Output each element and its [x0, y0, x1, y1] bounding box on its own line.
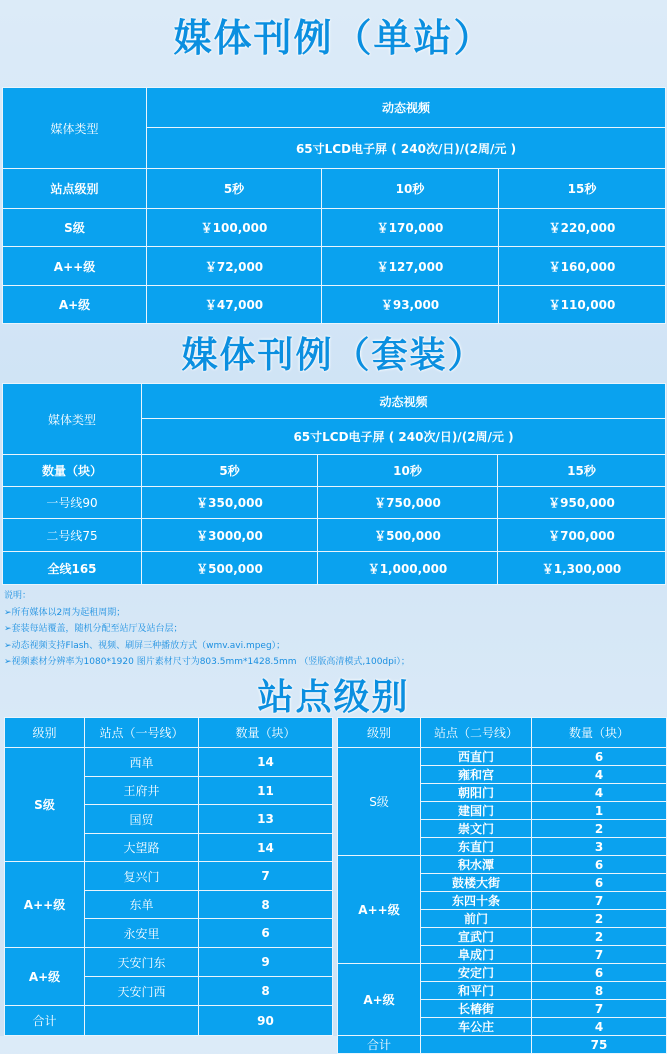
line1-header-station: 站点（一号线） [85, 718, 199, 748]
price-cell: ￥500,000 [142, 552, 318, 585]
station-qty: 7 [199, 862, 333, 891]
line2-level-table [337, 717, 667, 1054]
total-qty: 75 [532, 1036, 667, 1054]
package-duration-5s: 5秒 [142, 455, 318, 487]
note-item: ➢所有媒体以2周为起租周期； [4, 607, 126, 618]
single-title: 媒体刊例（单站） [173, 16, 494, 60]
station-name: 大望路 [85, 834, 199, 862]
level-cell: A++级 [338, 856, 421, 964]
line2-header-level: 级别 [338, 718, 421, 748]
table-row [3, 247, 666, 286]
station-qty: 9 [199, 948, 333, 977]
station-qty: 6 [532, 856, 667, 874]
station-name: 永安里 [85, 919, 199, 948]
station-qty: 8 [199, 977, 333, 1006]
row-name: 二号线75 [3, 519, 142, 552]
station-name: 天安门东 [85, 948, 199, 977]
price-cell: ￥100,000 [147, 209, 322, 247]
levels-title: 站点级别 [257, 677, 410, 718]
single-duration-15s: 15秒 [499, 169, 666, 209]
total-row [338, 1036, 667, 1054]
price-cell: ￥110,000 [499, 286, 666, 324]
total-row [5, 1006, 333, 1036]
single-level-header: 站点级别 [3, 169, 147, 209]
price-cell: ￥72,000 [147, 247, 322, 286]
level-cell: S级 [338, 748, 421, 856]
station-name: 建国门 [421, 802, 532, 820]
total-label: 合计 [338, 1036, 421, 1054]
price-cell: ￥700,000 [498, 519, 666, 552]
total-label: 合计 [5, 1006, 85, 1036]
single-media-category: 动态视频 [147, 88, 666, 128]
table-row [338, 856, 667, 874]
level-cell: A+级 [5, 948, 85, 1006]
price-cell: ￥500,000 [318, 519, 498, 552]
total-empty [85, 1006, 199, 1036]
station-qty: 2 [532, 928, 667, 946]
station-name: 雍和宫 [421, 766, 532, 784]
total-qty: 90 [199, 1006, 333, 1036]
line2-header-qty: 数量（块） [532, 718, 667, 748]
package-screen-desc: 65寸LCD电子屏 ( 240次/日)/(2周/元 ) [142, 419, 666, 455]
table-row [5, 862, 333, 891]
station-name: 前门 [421, 910, 532, 928]
line1-header-qty: 数量（块） [199, 718, 333, 748]
station-qty: 1 [532, 802, 667, 820]
package-title: 媒体刊例（套装） [181, 335, 486, 376]
price-cell: ￥170,000 [322, 209, 499, 247]
station-name: 长椿街 [421, 1000, 532, 1018]
table-row [3, 286, 666, 324]
station-qty: 7 [532, 946, 667, 964]
table-row [338, 748, 667, 766]
station-qty: 7 [532, 892, 667, 910]
station-name: 东单 [85, 891, 199, 919]
station-qty: 11 [199, 777, 333, 805]
station-name: 天安门西 [85, 977, 199, 1006]
row-name: 一号线90 [3, 487, 142, 519]
line2-header-station: 站点（二号线） [421, 718, 532, 748]
station-name: 崇文门 [421, 820, 532, 838]
total-empty [421, 1036, 532, 1054]
station-qty: 3 [532, 838, 667, 856]
station-name: 西单 [85, 748, 199, 777]
notes [4, 588, 664, 671]
table-row [338, 964, 667, 982]
table-row [3, 519, 666, 552]
level-cell: A++级 [5, 862, 85, 948]
price-cell: ￥220,000 [499, 209, 666, 247]
station-name: 鼓楼大街 [421, 874, 532, 892]
station-name: 阜成门 [421, 946, 532, 964]
note-item: ➢动态视频支持Flash、视频、刷屏三种播放方式（wmv.avi.mpeg）； [4, 640, 286, 651]
station-qty: 6 [532, 874, 667, 892]
price-cell: ￥160,000 [499, 247, 666, 286]
station-name: 东四十条 [421, 892, 532, 910]
single-duration-10s: 10秒 [322, 169, 499, 209]
price-cell: ￥1,000,000 [318, 552, 498, 585]
station-qty: 14 [199, 834, 333, 862]
station-name: 国贸 [85, 805, 199, 834]
single-duration-5s: 5秒 [147, 169, 322, 209]
station-name: 朝阳门 [421, 784, 532, 802]
notes-heading: 说明： [4, 591, 32, 601]
station-name: 和平门 [421, 982, 532, 1000]
package-duration-15s: 15秒 [498, 455, 666, 487]
station-name: 西直门 [421, 748, 532, 766]
line1-header-level: 级别 [5, 718, 85, 748]
single-rate-table [2, 87, 666, 324]
station-name: 王府井 [85, 777, 199, 805]
station-name: 积水潭 [421, 856, 532, 874]
station-qty: 13 [199, 805, 333, 834]
station-qty: 2 [532, 820, 667, 838]
note-item: ➢视频素材分辨率为1080*1920 图片素材尺寸为803.5mm*1428.5mm （竖版高清模式,100dpi）； [4, 657, 410, 667]
row-name: A+级 [3, 286, 147, 324]
table-row [3, 487, 666, 519]
package-qty-header: 数量（块） [3, 455, 142, 487]
station-qty: 4 [532, 1018, 667, 1036]
station-qty: 14 [199, 748, 333, 777]
station-qty: 8 [199, 891, 333, 919]
single-screen-desc: 65寸LCD电子屏 ( 240次/日)/(2周/元 ) [147, 128, 666, 169]
station-name: 复兴门 [85, 862, 199, 891]
package-duration-10s: 10秒 [318, 455, 498, 487]
station-name: 宣武门 [421, 928, 532, 946]
row-name: 全线165 [3, 552, 142, 585]
row-name: S级 [3, 209, 147, 247]
note-item: ➢套装每站覆盖，随机分配至站厅及站台层； [4, 624, 183, 634]
station-qty: 4 [532, 784, 667, 802]
table-row [5, 948, 333, 977]
level-cell: A+级 [338, 964, 421, 1036]
price-cell: ￥127,000 [322, 247, 499, 286]
line1-level-table [4, 717, 333, 1036]
price-cell: ￥47,000 [147, 286, 322, 324]
station-qty: 6 [532, 748, 667, 766]
table-row [3, 552, 666, 585]
station-name: 安定门 [421, 964, 532, 982]
price-cell: ￥1,300,000 [498, 552, 666, 585]
level-cell: S级 [5, 748, 85, 862]
single-media-type-label: 媒体类型 [3, 88, 147, 169]
station-qty: 2 [532, 910, 667, 928]
table-row [3, 209, 666, 247]
station-qty: 4 [532, 766, 667, 784]
package-media-type-label: 媒体类型 [3, 384, 142, 455]
station-qty: 6 [532, 964, 667, 982]
station-qty: 7 [532, 1000, 667, 1018]
price-cell: ￥93,000 [322, 286, 499, 324]
station-qty: 8 [532, 982, 667, 1000]
table-row [5, 748, 333, 777]
row-name: A++级 [3, 247, 147, 286]
price-cell: ￥350,000 [142, 487, 318, 519]
station-qty: 6 [199, 919, 333, 948]
station-name: 车公庄 [421, 1018, 532, 1036]
price-cell: ￥950,000 [498, 487, 666, 519]
price-cell: ￥750,000 [318, 487, 498, 519]
station-name: 东直门 [421, 838, 532, 856]
package-rate-table [2, 383, 666, 585]
price-cell: ￥3000,00 [142, 519, 318, 552]
package-media-category: 动态视频 [142, 384, 666, 419]
